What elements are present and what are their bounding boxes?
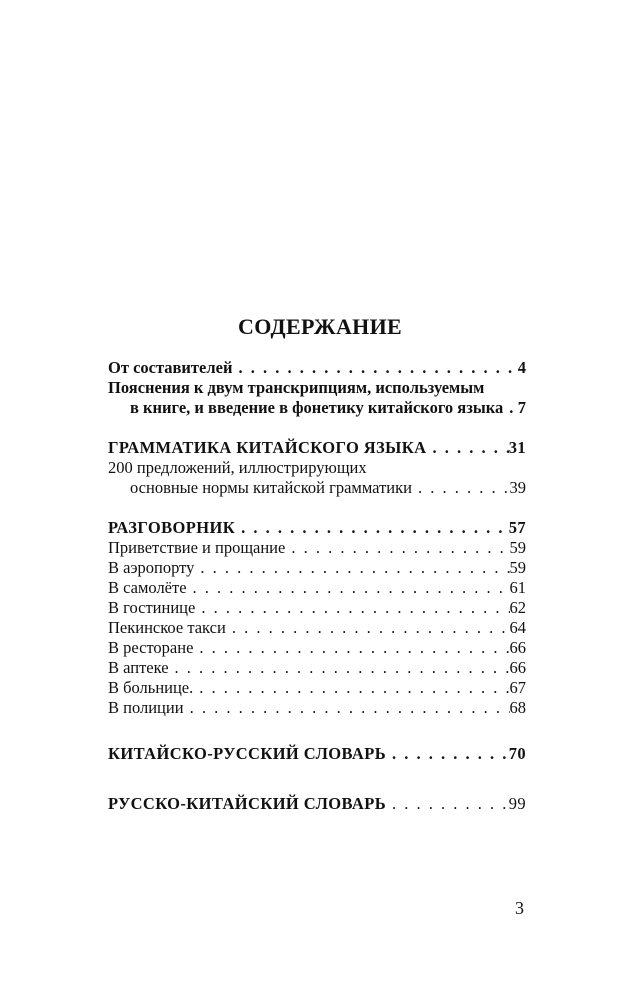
toc-entry-label: В ресторане [108,638,194,657]
toc-entry-pharmacy[interactable] [108,658,526,678]
leader-dots [169,658,510,678]
toc-entry-police[interactable] [108,698,526,718]
toc-entry-label: в книге, и введение в фонетику китайского языка [130,398,504,417]
leader-dots [235,518,509,538]
toc-page-number: 68 [509,698,526,717]
toc-page-number: 7 [517,398,526,417]
toc-entry-greeting[interactable] [108,538,526,558]
leader-dots [184,698,510,718]
toc-entry-label: основные нормы китайской грамматики [130,478,412,497]
toc-entry-label: В полиции [108,698,184,717]
toc-page-number: 57 [508,518,526,537]
toc-section-label: ГРАММАТИКА КИТАЙСКОГО ЯЗЫКА [108,438,427,457]
toc-section-chinese-russian-dictionary[interactable] [108,744,526,764]
toc-section-label: РАЗГОВОРНИК [108,518,236,537]
toc-entry-label: От составителей [108,358,233,377]
page-title: СОДЕРЖАНИЕ [238,314,402,339]
toc-entry-200-sentences-line1[interactable]: 200 предложений, иллюстрирующих [108,458,367,477]
leader-dots [226,618,510,638]
leader-dots [386,744,509,764]
leader-dots [193,678,509,698]
toc-entry-transcriptions-line1[interactable]: Пояснения к двум транскрипциям, используемым [108,378,485,397]
toc-page-number: 70 [508,744,526,763]
leader-dots [386,794,509,814]
toc-entry-label: В аэропорту [108,558,195,577]
page-number: 3 [515,898,524,918]
toc-entry-airport[interactable] [108,558,526,578]
toc-page-number: 59 [509,538,526,557]
toc-section-phrasebook[interactable] [108,518,526,538]
toc-entry-restaurant[interactable] [108,638,526,658]
leader-dots [193,638,509,658]
toc-entry-from-compilers[interactable] [108,358,526,378]
toc-page-number: 67 [509,678,526,697]
toc-section-grammar[interactable] [108,438,526,458]
toc-page-number: 39 [509,478,526,497]
toc-entry-label: В больнице. [108,678,194,697]
toc-entry-label: Пекинское такси [108,618,226,637]
toc-page-number: 62 [509,598,526,617]
toc-section-label: КИТАЙСКО-РУССКИЙ СЛОВАРЬ [108,744,386,763]
toc-entry-label: Приветствие и прощание [108,538,286,557]
toc-entry-hotel[interactable] [108,598,526,618]
leader-dots [195,598,509,618]
toc-entry-hospital[interactable] [108,678,526,698]
toc-page-number: 31 [508,438,526,457]
toc-entry-200-sentences[interactable] [108,478,526,498]
toc-entry-label: В аптеке [108,658,169,677]
toc-page-number: 4 [517,358,526,377]
toc-entry-beijing-taxi[interactable] [108,618,526,638]
toc-page-number: 61 [509,578,526,597]
toc-page-number: 66 [509,658,526,677]
leader-dots [412,478,510,498]
leader-dots [194,558,509,578]
leader-dots [232,358,517,378]
toc-page-number: 64 [509,618,526,637]
toc-section-russian-chinese-dictionary[interactable] [108,794,526,814]
toc-page-number: 66 [509,638,526,657]
toc-entry-transcriptions[interactable] [108,398,526,418]
leader-dots [187,578,510,598]
leader-dots [285,538,509,558]
toc-page-number: 99 [508,794,526,813]
toc-entry-label: В гостинице [108,598,196,617]
toc-entry-airplane[interactable] [108,578,526,598]
leader-dots [426,438,508,458]
toc-entry-label: В самолёте [108,578,187,597]
toc-section-label: РУССКО-КИТАЙСКИЙ СЛОВАРЬ [108,794,386,813]
toc-page-number: 59 [509,558,526,577]
leader-dots [503,398,518,418]
table-of-contents [108,358,526,814]
